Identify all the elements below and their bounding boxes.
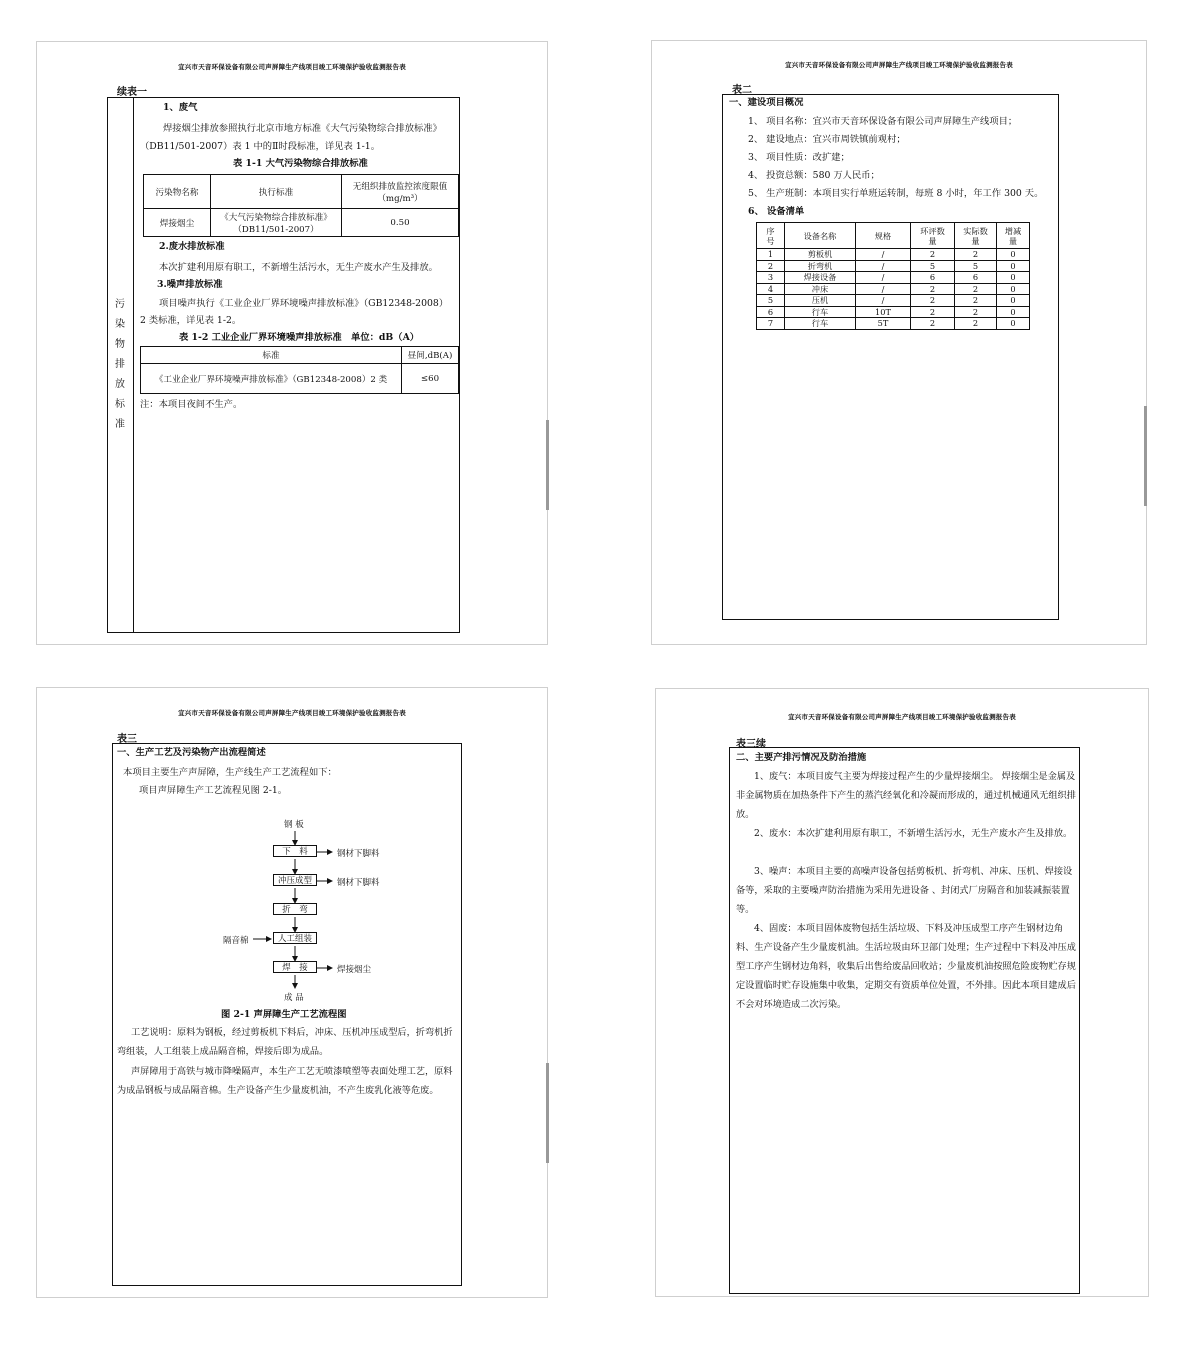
table-cell: 0 xyxy=(997,249,1030,261)
header-line: 量 xyxy=(971,235,980,246)
table-cell: 0 xyxy=(997,295,1030,307)
table-row xyxy=(757,295,1030,307)
page-header: 宜兴市天音环保设备有限公司声屏障生产线项目竣工环境保护验收监测报告表 xyxy=(788,713,1016,721)
section-heading: 3.噪声排放标准 xyxy=(157,279,223,290)
header-line: 增减 xyxy=(1004,225,1022,236)
paragraph-line: （DB11/501-2007）表 1 中的Ⅱ时段标准，详见表 1-1。 xyxy=(140,141,381,152)
flow-step: 人工组装 xyxy=(273,932,317,944)
paragraph-line: 项目声屏障生产工艺流程见图 2-1。 xyxy=(139,785,288,796)
table-row xyxy=(757,260,1030,272)
table-cell: 焊接烟尘 xyxy=(144,209,211,237)
side-char: 标 xyxy=(115,399,125,410)
paragraph-line: 本次扩建利用原有职工，不新增生活污水，无生产废水产生及排放。 xyxy=(159,262,438,273)
table-cell: 2 xyxy=(911,283,955,295)
side-char: 放 xyxy=(115,379,125,390)
table-header: 昼间,dB(A) xyxy=(402,347,459,364)
pollution-paragraph: 3、噪声：本项目主要的高噪声设备包括剪板机、折弯机、冲床、压机、焊接设备等，采取的主要噪声防治措施为采用先进设备 、封闭式厂房隔音和加装减振装置等。 xyxy=(736,866,1073,915)
side-char: 染 xyxy=(115,319,125,330)
overview-item: 1、 项目名称：宜兴市天音环保设备有限公司声屏障生产线项目； xyxy=(748,116,1018,127)
table-header: 标准 xyxy=(141,347,402,364)
scan-edge-mark xyxy=(1144,406,1147,506)
figure-caption: 图 2-1 声屏障生产工艺流程图 xyxy=(221,1009,347,1020)
overview-item: 6、 设备清单 xyxy=(748,206,805,217)
table-cell xyxy=(211,209,342,237)
paragraph-line: 2 类标准，详见表 1-2。 xyxy=(140,315,242,326)
table-cell: 2 xyxy=(757,260,785,272)
note: 注：本项目夜间不生产。 xyxy=(140,399,243,410)
table-caption: 表 1-2 工业企业厂界环境噪声排放标准 单位：dB（A） xyxy=(179,332,420,343)
table-cell: 5 xyxy=(911,260,955,272)
header-line: 无组织排放监控浓度限值 xyxy=(352,181,448,192)
table-cell: 2 xyxy=(955,318,997,330)
flow-output: 焊接烟尘 xyxy=(337,965,372,975)
section-heading: 2.废水排放标准 xyxy=(159,241,225,252)
table-header xyxy=(997,223,1030,249)
overview-item: 5、 生产班制：本项目实行单班运转制，每班 8 小时，年工作 300 天。 xyxy=(748,188,1044,199)
table-title: 表二 xyxy=(732,85,752,96)
section-heading: 1、废气 xyxy=(163,102,198,113)
paragraph-line: 项目噪声执行《工业企业厂界环境噪声排放标准》（GB12348-2008） xyxy=(159,298,449,309)
header-line: 号 xyxy=(766,235,775,246)
scan-edge-mark xyxy=(546,1063,549,1163)
overview-item: 2、 建设地点：宜兴市周铁镇前观村； xyxy=(748,134,906,145)
table-cell: / xyxy=(856,260,911,272)
side-char: 排 xyxy=(115,359,125,370)
header-line: 环评数 xyxy=(920,225,945,236)
table-title: 续表一 xyxy=(117,87,147,98)
side-char: 污 xyxy=(115,299,125,310)
scan-edge-mark xyxy=(546,420,549,510)
table-cell: 6 xyxy=(911,272,955,284)
flow-start: 钢 板 xyxy=(284,820,304,830)
table-caption: 表 1-1 大气污染物综合排放标准 xyxy=(233,158,368,169)
side-label xyxy=(113,295,127,435)
table-cell: 2 xyxy=(955,249,997,261)
table-cell: 焊接设备 xyxy=(785,272,856,284)
header-line: 量 xyxy=(1008,235,1018,246)
table-cell: 0 xyxy=(997,283,1030,295)
table-header: 执行标准 xyxy=(211,175,342,209)
table-cell: / xyxy=(856,283,911,295)
table-cell: 4 xyxy=(757,283,785,295)
table-cell: 5 xyxy=(757,295,785,307)
table-header xyxy=(955,223,997,249)
table-cell: 冲床 xyxy=(785,283,856,295)
pollution-paragraph: 1、废气：本项目废气主要为焊接过程产生的少量焊接烟尘。 焊接烟尘是金属及非金属物质在加热条件下产生的蒸汽经氧化和冷凝而形成的，通过机械通风无组织排放。 xyxy=(736,771,1076,820)
page-4 xyxy=(655,688,1149,1297)
table-cell: 2 xyxy=(911,306,955,318)
table-row xyxy=(757,306,1030,318)
table-cell: 2 xyxy=(955,306,997,318)
flow-input: 隔音棉 xyxy=(223,936,249,946)
header-line: 序 xyxy=(766,225,775,236)
header-line: 量 xyxy=(928,235,937,246)
flow-step: 折 弯 xyxy=(273,903,317,915)
table-header: 污染物名称 xyxy=(144,175,211,209)
table-cell: 0.50 xyxy=(342,209,459,237)
table-cell: 2 xyxy=(911,318,955,330)
table-header: 设备名称 xyxy=(785,223,856,249)
table-cell: 0 xyxy=(997,272,1030,284)
table-cell: 行车 xyxy=(785,306,856,318)
table-cell: 2 xyxy=(955,295,997,307)
flow-output: 钢材下脚料 xyxy=(337,878,380,888)
table-cell: 10T xyxy=(856,306,911,318)
side-divider xyxy=(133,98,134,632)
table-row xyxy=(757,318,1030,330)
section-heading: 二、主要产排污情况及防治措施 xyxy=(736,752,867,763)
page-header: 宜兴市天音环保设备有限公司声屏障生产线项目竣工环境保护验收监测报告表 xyxy=(178,709,406,717)
table-cell: 1 xyxy=(757,249,785,261)
flow-step: 冲压成型 xyxy=(273,874,317,886)
header-line: （mg/m³） xyxy=(377,193,423,204)
page-2 xyxy=(651,40,1147,645)
paragraph-line: 本项目主要生产声屏障，生产线生产工艺流程如下： xyxy=(123,767,337,778)
equipment-table xyxy=(756,222,1030,330)
table-cell: 0 xyxy=(997,260,1030,272)
side-char: 物 xyxy=(115,339,125,350)
table-header xyxy=(911,223,955,249)
emission-standard-table xyxy=(143,174,459,237)
table-cell: 压机 xyxy=(785,295,856,307)
header-line: 实际数 xyxy=(963,225,988,236)
table-title: 表三续 xyxy=(736,739,766,750)
table-cell: 6 xyxy=(757,306,785,318)
flow-end: 成 品 xyxy=(284,993,304,1003)
table-row xyxy=(757,272,1030,284)
table-cell: 2 xyxy=(911,249,955,261)
table-cell: / xyxy=(856,295,911,307)
table-cell: / xyxy=(856,272,911,284)
overview-item: 3、 项目性质：改扩建； xyxy=(748,152,850,163)
table-cell: 5 xyxy=(955,260,997,272)
flow-step: 下 料 xyxy=(273,845,317,857)
table-cell: 2 xyxy=(955,283,997,295)
table-cell: 0 xyxy=(997,318,1030,330)
section-heading: 一、生产工艺及污染物产出流程简述 xyxy=(117,747,266,758)
pollution-paragraph: 4、固废：本项目固体废物包括生活垃圾、下料及冲压成型工序产生钢材边角料、生产设备产生少量废机油。生活垃圾由环卫部门处理；生产过程中下料及冲压成型工序产生钢材边角料，收集后出售给废品回收站；少量废机油按照危险废物贮存规定设置临时贮存设施集中收集，定期交有资质单位处置，不外排。因此本项目建成后不会对环境造成二次污染。 xyxy=(736,923,1076,1010)
table-title: 表三 xyxy=(117,734,137,745)
table-cell: 7 xyxy=(757,318,785,330)
table-cell: 2 xyxy=(911,295,955,307)
table-cell: 行车 xyxy=(785,318,856,330)
section-heading: 一、建设项目概况 xyxy=(729,97,804,108)
page-header: 宜兴市天音环保设备有限公司声屏障生产线项目竣工环境保护验收监测报告表 xyxy=(785,61,1013,69)
table-cell: 《工业企业厂界环境噪声排放标准》（GB12348-2008）2 类 xyxy=(141,364,402,394)
table-cell: / xyxy=(856,249,911,261)
pollution-paragraph: 2、废水：本次扩建利用原有职工，不新增生活污水，无生产废水产生及排放。 xyxy=(754,828,1073,839)
table-cell: 6 xyxy=(955,272,997,284)
cell-line: （DB11/501-2007） xyxy=(233,224,319,235)
table-cell: ≤60 xyxy=(402,364,459,394)
noise-standard-table xyxy=(140,346,459,394)
overview-item: 4、 投资总额：580 万人民币； xyxy=(748,170,880,181)
process-description: 工艺说明：原料为钢板，经过剪板机下料后，冲床、压机冲压成型后，折弯机折弯组装，人工组装上成品隔音棉，焊接后即为成品。 xyxy=(117,1027,453,1057)
table-cell: 0 xyxy=(997,306,1030,318)
page-3 xyxy=(36,687,548,1298)
table-cell: 3 xyxy=(757,272,785,284)
page-header: 宜兴市天音环保设备有限公司声屏障生产线项目竣工环境保护验收监测报告表 xyxy=(178,63,406,71)
table-cell: 5T xyxy=(856,318,911,330)
table-cell: 剪板机 xyxy=(785,249,856,261)
process-description: 声屏障用于高铁与城市降噪隔声，本生产工艺无喷漆喷塑等表面处理工艺，原料为成品钢板与成品隔音棉。生产设备产生少量废机油，不产生废乳化液等危废。 xyxy=(117,1066,453,1096)
table-row xyxy=(757,249,1030,261)
table-header xyxy=(757,223,785,249)
page-1 xyxy=(36,41,548,645)
side-char: 准 xyxy=(115,419,125,430)
paragraph-line: 焊接烟尘排放参照执行北京市地方标准《大气污染物综合排放标准》 xyxy=(163,123,442,134)
cell-line: 《大气污染物综合排放标准》 xyxy=(220,212,332,223)
table-header xyxy=(342,175,459,209)
flow-output: 钢材下脚料 xyxy=(337,849,380,859)
flow-step: 焊 接 xyxy=(273,961,317,973)
table-row xyxy=(757,283,1030,295)
table-cell: 折弯机 xyxy=(785,260,856,272)
table-header: 规格 xyxy=(856,223,911,249)
